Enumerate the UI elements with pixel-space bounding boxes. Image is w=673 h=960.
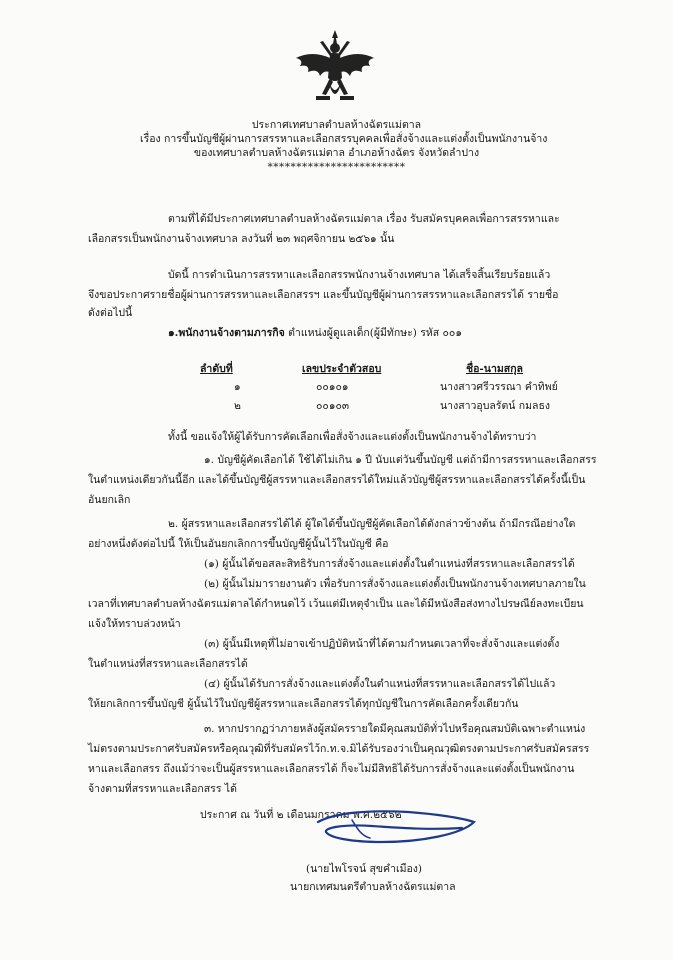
position-detail: ตำแหน่งผู้ดูแลเด็ก(ผู้มีทักษะ) รหัส ๐๐๑ [284, 327, 462, 339]
condition-3-line-4: จ้างตามที่สรรหาและเลือกสรร ได้ [88, 783, 237, 795]
condition-3-line-2: ไม่ตรงตามประกาศรับสมัครหรือคุณวุฒิที่รับสมัครไว้ก.ท.จ.มิได้รับรองว่าเป็นคุณวุฒิตรงตามประกาศรับสมัครสรร [88, 743, 590, 755]
condition-2-line-1: ๒. ผู้สรรหาและเลือกสรรได้ได้ ผู้ใดได้ขึ้นบัญชีผู้คัดเลือกได้ดังกล่าวข้างต้น ถ้ามีกรณีอย่างใด [168, 518, 576, 530]
table-header-exam-id: เลขประจำตัวสอบ [302, 363, 382, 375]
subject-line-1: เรื่อง การขึ้นบัญชีผู้ผ่านการสรรหาและเลือกสรรบุคคลเพื่อสั่งจ้างและแต่งตั้งเป็นพนักงานจ้าง [140, 133, 548, 145]
condition-2-item-2-line-3: แจ้งให้ทราบล่วงหน้า [88, 618, 181, 630]
garuda-emblem-icon [290, 28, 380, 110]
condition-2-item-3-line-1: (๓) ผู้นั้นมีเหตุที่ไม่อาจเข้าปฏิบัติหน้าที่ได้ตามกำหนดเวลาที่จะสั่งจ้างและแต่งตั้ง [204, 638, 560, 650]
signature-icon [312, 808, 480, 848]
separator-line: ************************ [267, 161, 406, 173]
paragraph-1-line-1: ตามที่ได้มีประกาศเทศบาลตำบลห้างฉัตรแม่ตาล เรื่อง รับสมัครบุคคลเพื่อการสรรหาและ [168, 213, 560, 225]
condition-2-item-4-line-2: ให้ยกเลิกการขึ้นบัญชี ผู้นั้นไว้ในบัญชีผู้สรรหาและเลือกสรรได้ทุกบัญชีในการคัดเลือกครั้งเดียวกัน [88, 698, 519, 710]
condition-1-line-1: ๑. บัญชีผู้คัดเลือกได้ ใช้ได้ไม่เกิน ๑ ปี นับแต่วันขึ้นบัญชี แต่ถ้ามีการสรรหาและเลือกสรร [204, 454, 597, 466]
position-type: ๑.พนักงานจ้างตามภารกิจ [168, 327, 285, 339]
table-row-1-order: ๑ [234, 381, 241, 393]
position-heading [168, 326, 462, 340]
subject-line-2: ของเทศบาลตำบลห้างฉัตรแม่ตาล อำเภอห้างฉัตร จังหวัดลำปาง [193, 147, 480, 159]
condition-2-item-4-line-1: (๔) ผู้นั้นได้รับการสั่งจ้างและแต่งตั้งในตำแหน่งที่สรรหาและเลือกสรรได้ไปแล้ว [204, 678, 556, 690]
conditions-intro: ทั้งนี้ ขอแจ้งให้ผู้ได้รับการคัดเลือกเพื่อสั่งจ้างและแต่งตั้งเป็นพนักงานจ้างได้ทราบว่า [168, 431, 537, 443]
condition-3-line-3: หาและเลือกสรร ถึงแม้ว่าจะเป็นผู้สรรหาและเลือกสรรได้ ก็จะไม่มีสิทธิได้รับการสั่งจ้างและแต่งตั้งเป็นพนักงาน [88, 763, 575, 775]
paragraph-2-line-1: บัดนี้ การดำเนินการสรรหาและเลือกสรรพนักงานจ้างเทศบาล ได้เสร็จสิ้นเรียบร้อยแล้ว [168, 269, 551, 281]
condition-2-item-2-line-1: (๒) ผู้นั้นไม่มารายงานตัว เพื่อรับการสั่งจ้างและแต่งตั้งเป็นพนักงานจ้างเทศบาลภายใน [204, 578, 586, 590]
table-row-2-exam-id: ๐๐๑๐๓ [316, 400, 350, 412]
announcement-title: ประกาศเทศบาลตำบลห้างฉัตรแม่ตาล [251, 119, 422, 131]
signer-name: (นายไพโรจน์ สุขคำเมือง) [306, 863, 423, 875]
table-header-order: ลำดับที่ [200, 363, 233, 375]
condition-3-line-1: ๓. หากปรากฏว่าภายหลังผู้สมัครรายใดมีคุณสมบัติทั่วไปหรือคุณสมบัติเฉพาะตำแหน่ง [204, 723, 586, 735]
table-row-1-exam-id: ๐๐๑๐๑ [316, 381, 349, 393]
signer-title: นายกเทศมนตรีตำบลห้างฉัตรแม่ตาล [290, 881, 456, 893]
condition-1-line-2: ในตำแหน่งเดียวกันนี้อีก และได้ขึ้นบัญชีผู้สรรหาและเลือกสรรได้ใหม่แล้วบัญชีผู้สรรหาและเลือกสรรได้ครั้งนี้เป็น [88, 474, 586, 486]
condition-2-item-1: (๑) ผู้นั้นได้ขอสละสิทธิรับการสั่งจ้างและแต่งตั้งในตำแหน่งที่สรรหาและเลือกสรรได้ [204, 558, 575, 570]
table-row-2-order: ๒ [234, 400, 241, 412]
table-row-1-name: นางสาวศรีวรรณา คำทิพย์ [440, 381, 558, 393]
paragraph-2-line-3: ดังต่อไปนี้ [88, 307, 133, 319]
paragraph-2-line-2: จึงขอประกาศรายชื่อผู้ผ่านการสรรหาและเลือกสรรฯ และขึ้นบัญชีผู้ผ่านการสรรหาและเลือกสรรได้ รายชื่อ [88, 289, 559, 301]
condition-2-item-3-line-2: ในตำแหน่งที่สรรหาและเลือกสรรได้ [88, 658, 248, 670]
announcement-date: ประกาศ ณ วันที่ ๒ เดือนมกราคม พ.ศ.๒๕๖๒ [200, 809, 402, 821]
condition-2-item-2-line-2: เวลาที่เทศบาลตำบลห้างฉัตรแม่ตาลได้กำหนดไว้ เว้นแต่มีเหตุจำเป็น และได้มีหนังสือส่งทางไปรษณีย์ลงทะเบียน [88, 598, 584, 610]
condition-1-line-3: อันยกเลิก [88, 494, 131, 506]
table-header-name: ชื่อ-นามสกุล [466, 363, 523, 375]
condition-2-line-2: อย่างหนึ่งดังต่อไปนี้ ให้เป็นอันยกเลิกการขึ้นบัญชีผู้นั้นไว้ในบัญชี คือ [88, 538, 389, 550]
table-row-2-name: นางสาวอุบลรัตน์ กมลธง [440, 400, 551, 412]
paragraph-1-line-2: เลือกสรรเป็นพนักงานจ้างเทศบาล ลงวันที่ ๒๓ พฤศจิกายน ๒๕๖๑ นั้น [88, 233, 395, 245]
